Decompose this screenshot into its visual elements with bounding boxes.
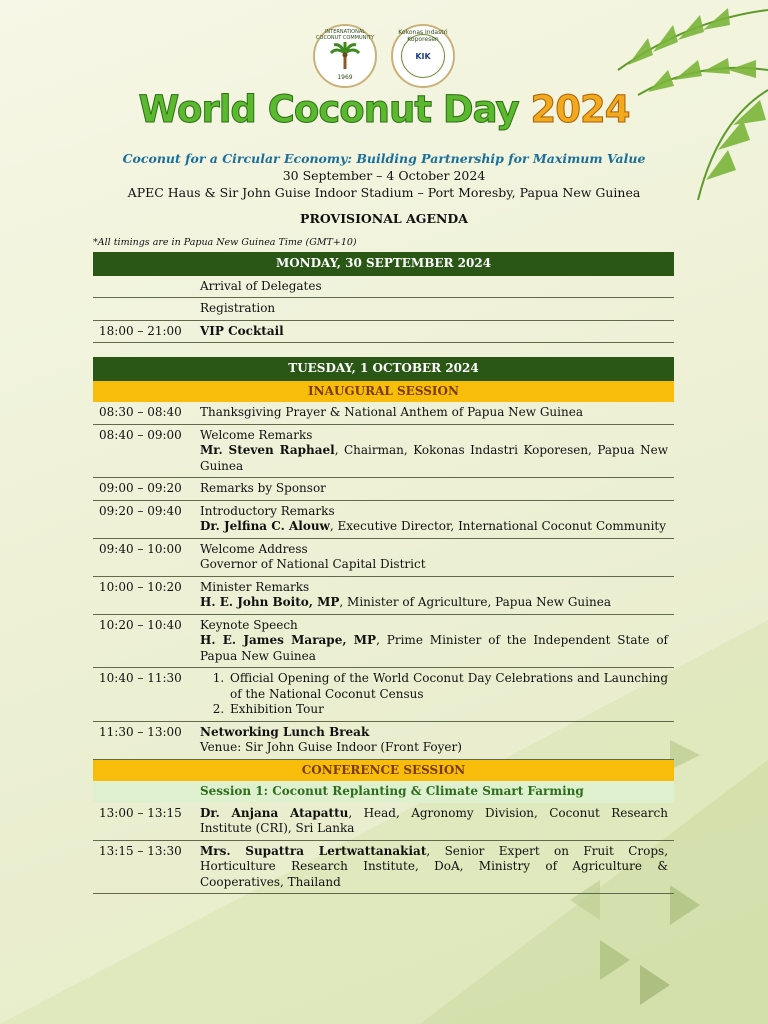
- time-cell: 10:00 – 10:20: [93, 576, 194, 614]
- description-cell: [194, 614, 674, 668]
- day-heading-label: MONDAY, 30 SEPTEMBER 2024: [93, 252, 674, 276]
- speaker-role: , Minister of Agriculture, Papua New Guinea: [339, 595, 611, 609]
- time-cell: 11:30 – 13:00: [93, 721, 194, 759]
- table-row: [93, 668, 674, 722]
- description-cell: [194, 424, 674, 478]
- day-heading: [93, 252, 674, 276]
- speaker-name: Dr. Anjana Atapattu: [200, 805, 349, 820]
- time-cell: 08:30 – 08:40: [93, 402, 194, 424]
- speaker-name: H. E. John Boito, MP: [200, 595, 340, 609]
- session-heading: [93, 381, 674, 403]
- session-heading-label: CONFERENCE SESSION: [93, 759, 674, 781]
- description-cell: [194, 576, 674, 614]
- subsession-heading: [93, 781, 674, 803]
- table-row: [93, 576, 674, 614]
- coconut-tree-icon: [328, 39, 362, 73]
- table-row: [93, 478, 674, 501]
- item-title: Introductory Remarks: [200, 503, 335, 518]
- item-title: Welcome Address: [200, 541, 308, 556]
- list-item: 2. Exhibition Tour: [228, 702, 668, 718]
- description-cell: [194, 500, 674, 538]
- speaker-role: , Prime Minister of the Independent State of Papua New Guinea: [200, 633, 668, 663]
- time-cell: [93, 298, 194, 321]
- description-cell: [194, 538, 674, 576]
- session-heading-label: INAUGURAL SESSION: [93, 381, 674, 403]
- event-theme: Coconut for a Circular Economy: Building Partnership for Maximum Value: [122, 151, 646, 166]
- description-cell: Remarks by Sponsor: [194, 478, 674, 501]
- description-cell: Arrival of Delegates: [194, 276, 674, 298]
- time-cell: 13:15 – 13:30: [93, 840, 194, 894]
- speaker-role: , Chairman, Kokonas Indastri Koporesen, Papua New Guinea: [200, 443, 668, 473]
- time-cell: 09:40 – 10:00: [93, 538, 194, 576]
- icc-logo-text: INTERNATIONAL COCONUT COMMUNITY: [316, 29, 374, 41]
- event-title-name: World Coconut Day: [138, 88, 519, 131]
- time-cell: 10:20 – 10:40: [93, 614, 194, 668]
- event-name: VIP Cocktail: [200, 323, 284, 338]
- speaker-role: , Head, Agronomy Division, Coconut Research Institute (CRI), Sri Lanka: [200, 805, 668, 835]
- event-title-year: 2024: [530, 88, 630, 131]
- table-row: [93, 276, 674, 298]
- item-detail: Venue: Sir John Guise Indoor (Front Foyer): [200, 740, 462, 754]
- speaker-name: Mrs. Supattra Lertwattanakiat: [200, 843, 427, 858]
- time-cell: 13:00 – 13:15: [93, 803, 194, 841]
- event-venue: APEC Haus & Sir John Guise Indoor Stadium – Port Moresby, Papua New Guinea: [127, 185, 641, 200]
- item-title: Welcome Remarks: [200, 427, 313, 442]
- description-cell: Thanksgiving Prayer & National Anthem of Papua New Guinea: [194, 402, 674, 424]
- kik-logo-ring-text: Kokonas Indastri Koporesen: [398, 29, 448, 43]
- time-cell: 09:20 – 09:40: [93, 500, 194, 538]
- time-cell: 10:40 – 11:30: [93, 668, 194, 722]
- kik-logo: [391, 24, 455, 88]
- speaker-name: H. E. James Marape, MP: [200, 633, 377, 647]
- item-title: Keynote Speech: [200, 617, 298, 632]
- description-cell: [194, 320, 674, 343]
- time-cell: 09:00 – 09:20: [93, 478, 194, 501]
- agenda-table: [93, 252, 674, 894]
- day-heading: [93, 357, 674, 381]
- table-row: [93, 298, 674, 321]
- session-heading: [93, 759, 674, 781]
- item-detail: Governor of National Capital District: [200, 557, 426, 571]
- item-title: Networking Lunch Break: [200, 724, 370, 739]
- table-row: [93, 840, 674, 894]
- table-row: [93, 402, 674, 424]
- event-title: [0, 88, 768, 131]
- time-cell: 08:40 – 09:00: [93, 424, 194, 478]
- time-cell: [93, 276, 194, 298]
- event-dates: 30 September – 4 October 2024: [282, 168, 486, 183]
- item-title: Minister Remarks: [200, 579, 310, 594]
- table-row: [93, 500, 674, 538]
- agenda-title: PROVISIONAL AGENDA: [300, 211, 468, 226]
- list-item: 1. Official Opening of the World Coconut Day Celebrations and Launching of the National Coconut Census: [228, 671, 668, 702]
- description-cell: [194, 668, 674, 722]
- icc-logo: [313, 24, 377, 88]
- numbered-list: [200, 671, 668, 718]
- description-cell: [194, 803, 674, 841]
- kik-logo-mark: KIK: [401, 34, 445, 78]
- subsession-label: Session 1: Coconut Replanting & Climate Smart Farming: [194, 781, 674, 803]
- speaker-role: , Senior Expert on Fruit Crops, Horticulture Research Institute, DoA, Ministry of Agriculture & Cooperatives, Thailand: [200, 843, 669, 889]
- speaker-name: Mr. Steven Raphael: [200, 443, 335, 457]
- description-cell: Registration: [194, 298, 674, 321]
- description-cell: [194, 721, 674, 759]
- table-row: [93, 803, 674, 841]
- timing-note: *All timings are in Papua New Guinea Time (GMT+10): [93, 237, 357, 248]
- table-row: [93, 424, 674, 478]
- day-heading-label: TUESDAY, 1 OCTOBER 2024: [93, 357, 674, 381]
- table-row: [93, 538, 674, 576]
- table-row: [93, 614, 674, 668]
- table-row: [93, 721, 674, 759]
- speaker-role: , Executive Director, International Coconut Community: [329, 519, 667, 533]
- logo-row: [0, 24, 768, 88]
- icc-logo-year: 1969: [337, 74, 353, 81]
- table-row: [93, 320, 674, 343]
- speaker-name: Dr. Jelfina C. Alouw: [200, 519, 330, 533]
- time-cell: 18:00 – 21:00: [93, 320, 194, 343]
- description-cell: [194, 840, 674, 894]
